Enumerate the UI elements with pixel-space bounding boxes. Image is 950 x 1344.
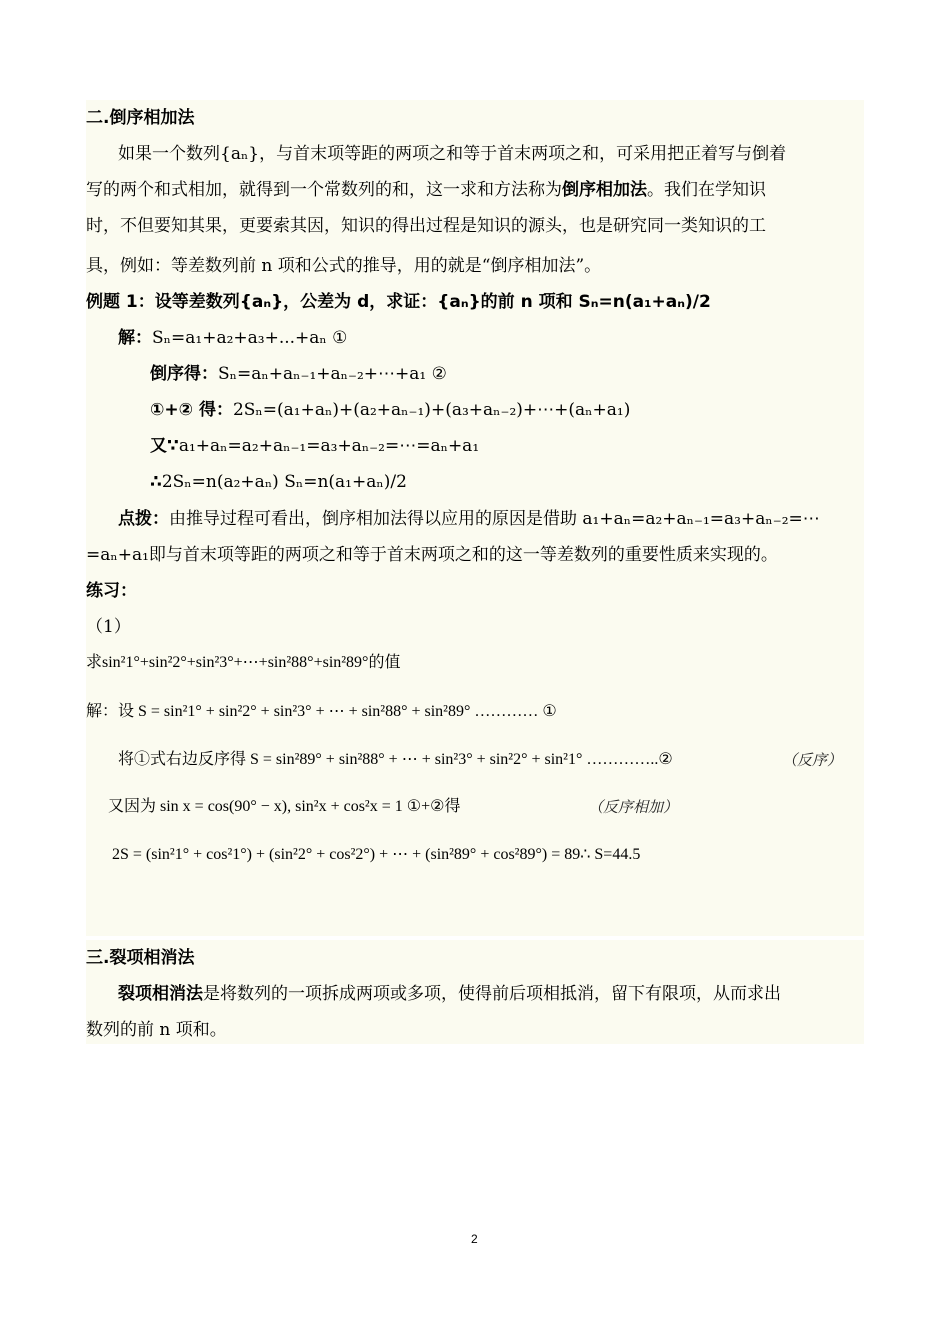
solution-line-2 bbox=[150, 362, 447, 386]
solution-label: ∴ bbox=[150, 472, 162, 492]
solution-line-5 bbox=[150, 470, 407, 494]
solution-formula: 2Sₙ=(a₁+aₙ)+(a₂+aₙ₋₁)+(a₃+aₙ₋₂)+⋯+(aₙ+a₁) bbox=[232, 400, 631, 420]
section3-line-2: 数列的前 n 项和。 bbox=[86, 1020, 227, 1040]
intro-text: 。我们在学知识 bbox=[647, 180, 766, 200]
solution-label: ①+② 得： bbox=[150, 400, 233, 420]
exercise-step-3: 又因为 sin x = cos(90° − x), sin²x + cos²x = 1 ①+②得 bbox=[108, 798, 461, 815]
tip-line-2: =aₙ+a₁即与首末项等距的两项之和等于首末两项之和的这一等差数列的重要性质来实现的。 bbox=[86, 545, 778, 565]
solution-label: 解： bbox=[118, 328, 152, 348]
intro-line-4: 具，例如：等差数列前 n 项和公式的推导，用的就是“倒序相加法”。 bbox=[86, 256, 602, 276]
solution-formula: Sₙ=a₁+a₂+a₃+...+aₙ ① bbox=[152, 328, 348, 348]
solution-formula: 2Sₙ=n(a₂+aₙ) Sₙ=n(a₁+aₙ)/2 bbox=[161, 472, 407, 492]
exercise-number: （1） bbox=[86, 617, 131, 637]
solution-label: 又∵ bbox=[150, 436, 179, 456]
page-number: 2 bbox=[471, 1232, 478, 1246]
exercise-step-1: 解：设 S = sin²1° + sin²2° + sin²3° + ⋯ + sin²88° + sin²89° ………… ① bbox=[86, 703, 557, 720]
tip-line-1 bbox=[118, 507, 820, 531]
exercise-step-3-note: （反序相加） bbox=[588, 800, 679, 816]
tip-text: 由推导过程可看出，倒序相加法得以应用的原因是借助 a₁+aₙ=a₂+aₙ₋₁=a₃+aₙ₋₂=⋯ bbox=[169, 509, 820, 529]
section3-bold-term: 裂项相消法 bbox=[118, 984, 203, 1004]
solution-formula: a₁+aₙ=a₂+aₙ₋₁=a₃+aₙ₋₂=⋯=aₙ+a₁ bbox=[178, 436, 480, 456]
intro-text: 写的两个和式相加，就得到一个常数列的和，这一求和方法称为 bbox=[86, 180, 562, 200]
solution-line-1 bbox=[118, 326, 347, 350]
section3-line-1 bbox=[118, 982, 781, 1006]
exercise-problem: 求sin²1°+sin²2°+sin²3°+⋯+sin²88°+sin²89°的值 bbox=[86, 654, 401, 671]
solution-formula: Sₙ=aₙ+aₙ₋₁+aₙ₋₂+⋯+a₁ ② bbox=[218, 364, 447, 384]
example1-title: 例题 1：设等差数列{aₙ}，公差为 d，求证：{aₙ}的前 n 项和 Sₙ=n(a₁+aₙ)/2 bbox=[86, 292, 711, 312]
solution-line-4 bbox=[150, 434, 479, 458]
intro-line-1: 如果一个数列{aₙ}，与首末项等距的两项之和等于首末两项之和，可采用把正着写与倒着 bbox=[118, 144, 787, 164]
intro-line-3: 时，不但要知其果，更要索其因，知识的得出过程是知识的源头，也是研究同一类知识的工 bbox=[86, 216, 766, 236]
exercise-step-2: 将①式右边反序得 S = sin²89° + sin²88° + ⋯ + sin²3° + sin²2° + sin²1° …………..② bbox=[118, 751, 673, 768]
section3-text: 是将数列的一项拆成两项或多项，使得前后项相抵消，留下有限项，从而求出 bbox=[203, 984, 781, 1004]
tip-label: 点拨： bbox=[118, 509, 169, 529]
intro-line-2 bbox=[86, 178, 766, 202]
exercise-step-2-note: （反序） bbox=[782, 753, 843, 769]
exercise-heading: 练习： bbox=[86, 581, 137, 601]
solution-label: 倒序得： bbox=[150, 364, 218, 384]
exercise-step-4: 2S = (sin²1° + cos²1°) + (sin²2° + cos²2°) + ⋯ + (sin²89° + cos²89°) = 89∴ S=44.5 bbox=[112, 846, 641, 863]
solution-line-3 bbox=[150, 398, 630, 422]
section3-heading: 三.裂项相消法 bbox=[86, 948, 195, 968]
intro-bold-term: 倒序相加法 bbox=[562, 180, 647, 200]
section2-heading: 二.倒序相加法 bbox=[86, 108, 195, 128]
